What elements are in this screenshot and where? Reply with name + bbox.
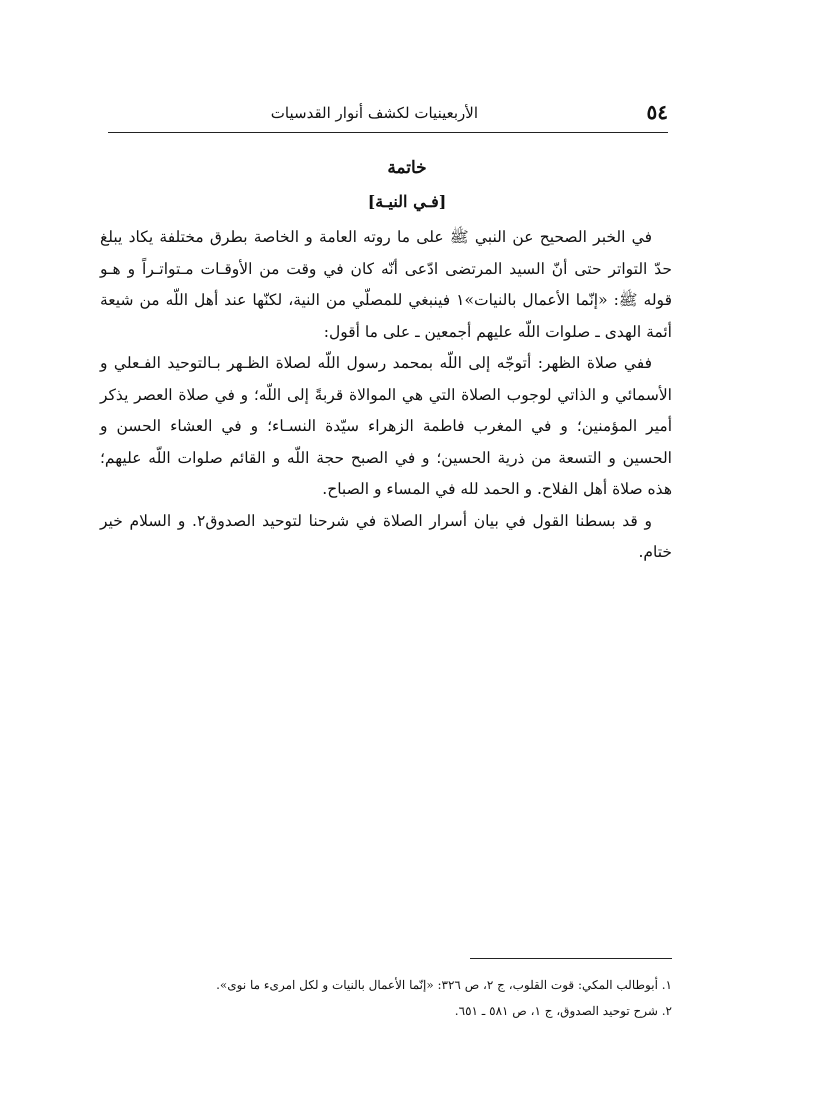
subsection-title: [فـي النيـة] [367,192,447,211]
section-title: خاتمة [387,158,427,178]
footnote-divider [470,958,672,959]
footnote-2: ٢. شرح توحيد الصدوق، ج ١، ص ٥٨١ ـ ٦٥١. [454,1004,672,1018]
paragraph-1: في الخبر الصحيح عن النبي ﷺ على ما روته العامة و الخاصة بطرق مختلفة يكاد يبلغ حدّ التواتر حتى أنّ السيد المرتضى ادّعى أنّه كان في وقت من الأوقـات مـتواتـراً و هـو قوله ﷺ: «إنّما الأعمال بالنيات»١ فينبغي للمصلّي من النية، لكنّها عند أهل اللّه من شيعة أئمة الهدى ـ صلوات اللّه عليهم أجمعين ـ على ما أقول: [100,228,672,341]
footnote-1: ١. أبوطالب المكي: قوت القلوب، ج ٢، ص ٣٢٦: «إنّما الأعمال بالنيات و لكل امرىء ما نوى». [216,978,672,992]
paragraph-3: و قد بسطنا القول في بيان أسرار الصلاة في شرحنا لتوحيد الصدوق٢. و السلام خير ختام. [100,511,672,561]
body-text [100,222,672,569]
running-title: الأربعينيات لكشف أنوار القدسيات [270,104,478,122]
footnotes [140,972,672,1024]
page-header [108,98,668,133]
page-number: ٥٤ [646,100,668,124]
paragraph-2: ففي صلاة الظهر: أتوجّه إلى اللّه بمحمد رسول اللّه لصلاة الظـهر بـالتوحيد الفـعلي و الأسمائي و الذاتي لوجوب الصلاة التي هي الموالاة قربةً إلى اللّه؛ و في صلاة العصر يذكر أمير المؤمنين؛ و في المغرب فاطمة الزهراء سيّدة النسـاء؛ و في العشاء الحسن و الحسين و التسعة من ذرية الحسين؛ و في الصبح حجة اللّه و القائم صلوات اللّه عليهم؛ هذه صلاة أهل الفلاح. و الحمد لله في المساء و الصباح. [100,354,672,498]
